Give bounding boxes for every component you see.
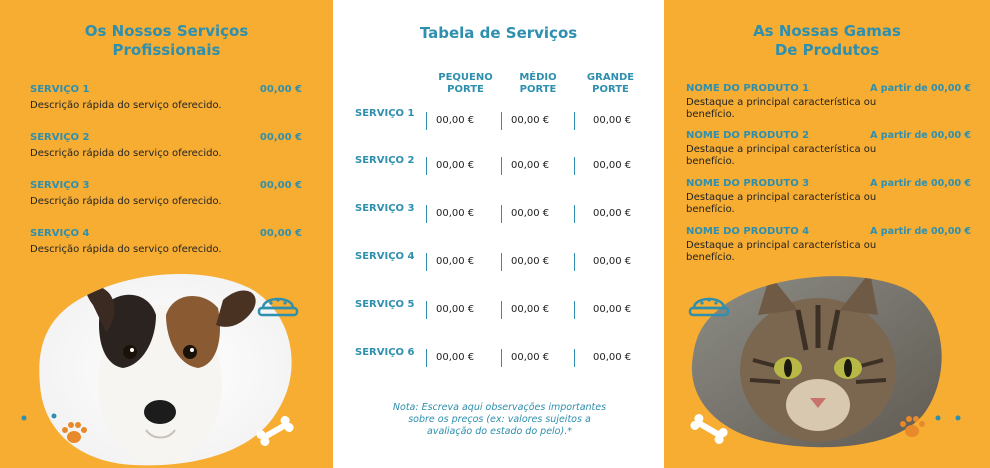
service-name: SERVIÇO 1 — [30, 84, 90, 95]
product-price: A partir de 00,00 € — [870, 226, 971, 237]
product-name: NOME DO PRODUTO 4 — [686, 226, 810, 237]
row-label: SERVIÇO 5 — [355, 299, 415, 310]
price-cell: 00,00 € — [501, 253, 549, 271]
price-cell: 00,00 € — [501, 349, 549, 367]
service-name: SERVIÇO 2 — [30, 132, 90, 143]
products-title: As Nossas Gamas De Produtos — [753, 22, 901, 59]
row-label: SERVIÇO 6 — [355, 347, 415, 358]
row-label: SERVIÇO 2 — [355, 155, 415, 166]
products-panel — [664, 0, 990, 468]
row-label: SERVIÇO 4 — [355, 251, 415, 262]
price-cell: 00,00 € — [501, 157, 549, 175]
price-table-title: Tabela de Serviços — [419, 24, 578, 42]
header-small-size: PEQUENO PORTE — [438, 72, 493, 95]
price-cell: 00,00 € — [426, 349, 474, 367]
price-cell: 00,00 € — [574, 112, 631, 130]
pet-bowl-icon — [257, 286, 299, 320]
product-description: Destaque a principal característica ou benefício. — [686, 144, 877, 167]
service-description: Descrição rápida do serviço oferecido. — [30, 100, 222, 111]
product-description: Destaque a principal característica ou benefício. — [686, 97, 877, 120]
product-name: NOME DO PRODUTO 2 — [686, 130, 810, 141]
product-price: A partir de 00,00 € — [870, 178, 971, 189]
dots-decoration-icon — [934, 412, 964, 424]
header-medium-size: MÉDIO PORTE — [519, 72, 557, 95]
price-cell: 00,00 € — [501, 205, 549, 223]
paw-print-icon — [60, 420, 88, 446]
price-cell: 00,00 € — [501, 112, 549, 130]
price-cell: 00,00 € — [426, 205, 474, 223]
pet-bowl-icon — [688, 286, 730, 320]
price-note: Nota: Escreva aqui observações importantes sobre os preços (ex: valores sujeitos a avaliação do estado do pelo).* — [392, 402, 607, 437]
price-cell: 00,00 € — [574, 205, 631, 223]
price-cell: 00,00 € — [574, 253, 631, 271]
service-price: 00,00 € — [259, 84, 302, 95]
service-description: Descrição rápida do serviço oferecido. — [30, 196, 222, 207]
row-label: SERVIÇO 1 — [355, 108, 415, 119]
services-title: Os Nossos Serviços Profissionais — [84, 22, 249, 59]
price-table-panel — [333, 0, 664, 468]
product-price: A partir de 00,00 € — [870, 130, 971, 141]
row-label: SERVIÇO 3 — [355, 203, 415, 214]
price-cell: 00,00 € — [574, 301, 631, 319]
price-cell: 00,00 € — [426, 112, 474, 130]
service-description: Descrição rápida do serviço oferecido. — [30, 244, 222, 255]
service-price: 00,00 € — [259, 228, 302, 239]
product-price: A partir de 00,00 € — [870, 83, 971, 94]
bone-icon — [686, 414, 732, 444]
services-panel — [0, 0, 333, 468]
price-cell: 00,00 € — [426, 301, 474, 319]
product-name: NOME DO PRODUTO 1 — [686, 83, 810, 94]
header-large-size: GRANDE PORTE — [586, 72, 635, 95]
price-cell: 00,00 € — [426, 157, 474, 175]
paw-print-icon — [898, 414, 926, 440]
bone-icon — [252, 416, 298, 446]
product-description: Destaque a principal característica ou benefício. — [686, 192, 877, 215]
product-name: NOME DO PRODUTO 3 — [686, 178, 810, 189]
service-price: 00,00 € — [259, 132, 302, 143]
price-cell: 00,00 € — [574, 157, 631, 175]
price-cell: 00,00 € — [574, 349, 631, 367]
service-price: 00,00 € — [259, 180, 302, 191]
service-name: SERVIÇO 3 — [30, 180, 90, 191]
price-cell: 00,00 € — [501, 301, 549, 319]
dots-decoration-icon — [20, 412, 60, 424]
service-description: Descrição rápida do serviço oferecido. — [30, 148, 222, 159]
product-description: Destaque a principal característica ou benefício. — [686, 240, 877, 263]
service-name: SERVIÇO 4 — [30, 228, 90, 239]
price-cell: 00,00 € — [426, 253, 474, 271]
